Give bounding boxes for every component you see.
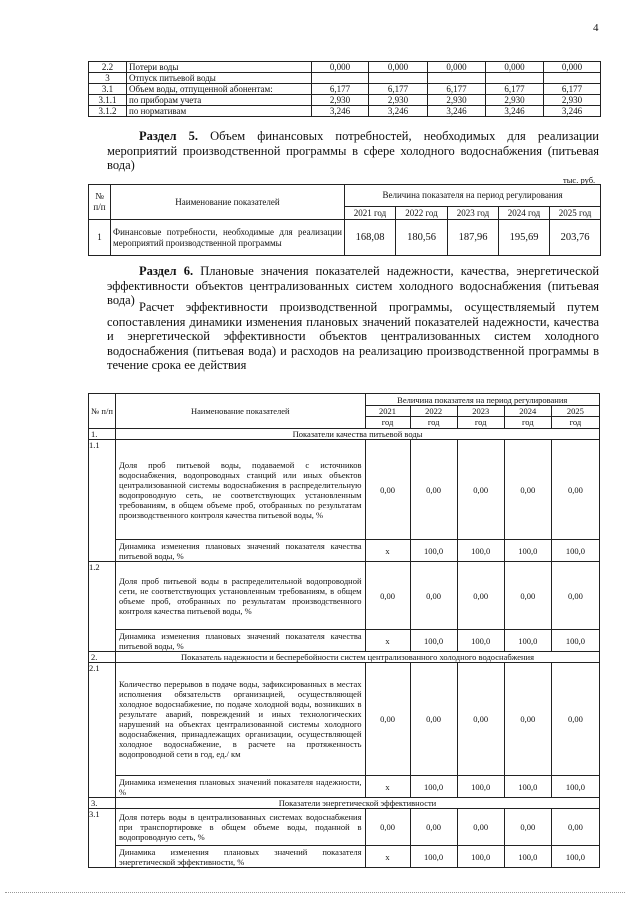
t3-year-unit: год [381,417,394,427]
financial-needs-table [88,184,601,256]
t3-dyn-cell: 100,0 [551,540,599,562]
table-row [89,809,600,846]
t2-year: 2023 год [448,207,499,220]
t3-row-num: 1.1 [89,440,116,562]
t3-row-name: Доля потерь воды в централизованных системах водоснабжения при транспортировке в общем объеме воды, поданной в водопроводную сеть, % [116,809,365,846]
t1-row-num: 2.2 [89,62,127,73]
t3-cell: 0,00 [551,663,599,776]
indicators-table [88,393,600,868]
t1-cell [428,73,486,84]
t3-year-number: 2025 [552,406,599,417]
t3-group-title: Показатели качества питьевой воды [116,429,600,440]
t1-row-num: 3.1 [89,84,127,95]
t1-row-name: по нормативам [127,106,312,117]
t1-cell: 6,177 [369,84,428,95]
t1-row-num: 3.1.1 [89,95,127,106]
units-label: тыс. руб. [563,175,596,185]
t3-year-number: 2023 [458,406,504,417]
t3-head-period: Величина показателя на период регулирования [365,394,600,406]
t1-cell: 2,930 [369,95,428,106]
t2-year: 2025 год [550,207,601,220]
table-row [89,73,601,84]
t3-year-unit: год [569,417,582,427]
t3-cell: 0,00 [365,562,410,630]
t3-dyn-cell: 100,0 [551,846,599,868]
t3-year [365,406,410,429]
table-row [89,562,600,630]
t3-dyn-name: Динамика изменения плановых значений показателя качества питьевой воды, % [116,630,365,652]
table-row [89,95,601,106]
t1-cell: 0,000 [369,62,428,73]
t3-cell: 0,00 [551,809,599,846]
t3-dyn-cell: 100,0 [410,630,457,652]
t2-cell: 195,69 [499,220,550,256]
t2-cell: 180,56 [396,220,448,256]
t2-row-num: 1 [89,220,111,256]
t3-dyn-name: Динамика изменения плановых значений показателя надежности, % [116,776,365,798]
t2-head-name: Наименование показателей [111,185,345,220]
page-number: 4 [593,22,599,34]
t1-cell: 3,246 [369,106,428,117]
t3-dyn-cell: 100,0 [551,776,599,798]
t3-cell: 0,00 [410,562,457,630]
t1-row-name: Потери воды [127,62,312,73]
t3-dyn-cell: 100,0 [504,846,551,868]
t3-cell: 0,00 [551,440,599,540]
t3-cell: 0,00 [410,809,457,846]
t3-dyn-cell: 100,0 [410,846,457,868]
t1-cell: 0,000 [428,62,486,73]
t3-row-num: 3.1 [89,809,116,868]
t3-dyn-cell: 100,0 [457,630,504,652]
t3-year [504,406,551,429]
t3-dyn-cell: 100,0 [551,630,599,652]
t1-cell: 0,000 [312,62,369,73]
t3-dyn-cell: 100,0 [457,776,504,798]
t3-year-number: 2022 [411,406,457,417]
t3-dyn-cell: x [365,846,410,868]
t1-cell [544,73,601,84]
t3-row-num: 1.2 [89,562,116,652]
t3-dyn-cell: 100,0 [410,776,457,798]
group-row [89,798,600,809]
t1-cell: 3,246 [544,106,601,117]
group-row [89,652,600,663]
t1-cell: 6,177 [428,84,486,95]
t2-year: 2021 год [345,207,396,220]
t1-cell: 3,246 [428,106,486,117]
table-row-dynamics [89,540,600,562]
t2-cell: 187,96 [448,220,499,256]
water-balance-table [88,61,601,117]
t3-dyn-cell: 100,0 [457,846,504,868]
t3-row-num: 2.1 [89,663,116,798]
t3-dyn-cell: 100,0 [410,540,457,562]
t3-year-number: 2024 [505,406,551,417]
t2-year: 2024 год [499,207,550,220]
t3-cell: 0,00 [365,440,410,540]
t1-cell: 6,177 [544,84,601,95]
t1-cell: 3,246 [486,106,544,117]
section-6-label: Раздел 6. [139,264,194,278]
t1-cell: 2,930 [486,95,544,106]
t1-cell [369,73,428,84]
t3-row-name: Количество перерывов в подаче воды, зафиксированных в местах исполнения обязательств организацией, осуществляющей холодное водоснабжение, по подаче холодной воды, возникших в результате аварий, повреждений и иных технологических нарушений на объектах централизованной системы холодного водоснабжения, принадлежащих организации, осуществляющей холодное водоснабжение, в расчете на протяженность водопроводной сети в год, ед./ км [116,663,365,776]
t3-cell: 0,00 [504,562,551,630]
t3-dyn-cell: 100,0 [504,540,551,562]
table-row [89,663,600,776]
t1-cell: 0,000 [544,62,601,73]
t3-cell: 0,00 [365,663,410,776]
t1-cell [486,73,544,84]
table-row [89,440,600,540]
t3-cell: 0,00 [504,809,551,846]
t3-head-name: Наименование показателей [116,394,365,429]
t3-cell: 0,00 [457,440,504,540]
t3-dyn-cell: 100,0 [504,776,551,798]
section-5-heading [107,129,599,173]
t2-cell: 203,76 [550,220,601,256]
t3-cell: 0,00 [410,440,457,540]
t3-dyn-cell: 100,0 [457,540,504,562]
t2-cell: 168,08 [345,220,396,256]
t3-year-number: 2021 [366,406,410,417]
t3-dyn-name: Динамика изменения плановых значений показателя качества питьевой воды, % [116,540,365,562]
t3-head-num: № п/п [89,394,116,429]
group-row [89,429,600,440]
t2-row-name: Финансовые потребности, необходимые для реализации мероприятий производственной программы [111,220,345,256]
t3-group-title: Показатель надежности и бесперебойности систем централизованного холодного водоснабжения [116,652,600,663]
t3-group-num: 1. [89,429,116,440]
t3-dyn-cell: x [365,630,410,652]
t1-cell: 2,930 [312,95,369,106]
t3-group-title: Показатели энергетической эффективности [116,798,600,809]
t3-cell: 0,00 [504,440,551,540]
t1-cell: 2,930 [428,95,486,106]
t3-group-num: 3. [89,798,116,809]
t1-cell: 6,177 [486,84,544,95]
scan-edge-line [5,892,625,893]
t3-cell: 0,00 [457,663,504,776]
t1-cell: 3,246 [312,106,369,117]
t1-row-num: 3 [89,73,127,84]
t3-cell: 0,00 [410,663,457,776]
table-row [89,106,601,117]
t3-cell: 0,00 [365,809,410,846]
section-5-label: Раздел 5. [139,129,199,143]
t2-year: 2022 год [396,207,448,220]
t3-group-num: 2. [89,652,116,663]
t1-cell: 2,930 [544,95,601,106]
section-5-text: Объем финансовых потребностей, необходимых для реализации мероприятий производственной программы в сфере холодного водоснабжения (питьевая вода) [107,129,599,172]
t3-cell: 0,00 [504,663,551,776]
t3-year [410,406,457,429]
t3-cell: 0,00 [457,809,504,846]
t3-dyn-cell: x [365,540,410,562]
table-row-dynamics [89,630,600,652]
t3-year-unit: год [521,417,534,427]
t3-row-name: Доля проб питьевой воды в распределительной водопроводной сети, не соответствующих установленным требованиям, в общем объеме проб, отобранных по результатам производственного контроля качества питьевой воды, % [116,562,365,630]
t3-year [457,406,504,429]
t3-year-unit: год [427,417,440,427]
t3-cell: 0,00 [551,562,599,630]
t3-dyn-name: Динамика изменения плановых значений показателя энергетической эффективности, % [116,846,365,868]
t3-dyn-cell: x [365,776,410,798]
t1-row-num: 3.1.2 [89,106,127,117]
efficiency-paragraph: Расчет эффективности производственной программы, осуществляемый путем сопоставления динамики изменения плановых значений показателей надежности, качества и энергетической эффективности объектов централизованных систем холодного водоснабжения (питьевая вода) и расходов на реализацию производственной программы в течение срока ее действия [107,300,599,372]
t3-cell: 0,00 [457,562,504,630]
table-row [89,62,601,73]
t1-cell: 0,000 [486,62,544,73]
table-row-dynamics [89,846,600,868]
t1-row-name: по приборам учета [127,95,312,106]
t3-row-name: Доля проб питьевой воды, подаваемой с источников водоснабжения, водопроводных станций или иных объектов централизованной системы водоснабжения в распределительную водопроводную сеть, не соответствующих установленным требованиям, в общем объеме проб, отобранных по результатам производственного контроля качества питьевой воды, % [116,440,365,540]
t1-cell [312,73,369,84]
t1-row-name: Отпуск питьевой воды [127,73,312,84]
table-row [89,84,601,95]
t1-row-name: Объем воды, отпущенной абонентам: [127,84,312,95]
t2-head-num: № п/п [89,185,111,220]
t3-year [551,406,599,429]
table-row-dynamics [89,776,600,798]
t3-year-unit: год [474,417,487,427]
t2-head-period: Величина показателя на период регулирования [345,185,601,207]
section-6-text: Плановые значения показателей надежности, качества, энергетической эффективности объектов централизованных систем холодного водоснабжения (питьевая вода) [107,264,600,307]
t3-dyn-cell: 100,0 [504,630,551,652]
t1-cell: 6,177 [312,84,369,95]
